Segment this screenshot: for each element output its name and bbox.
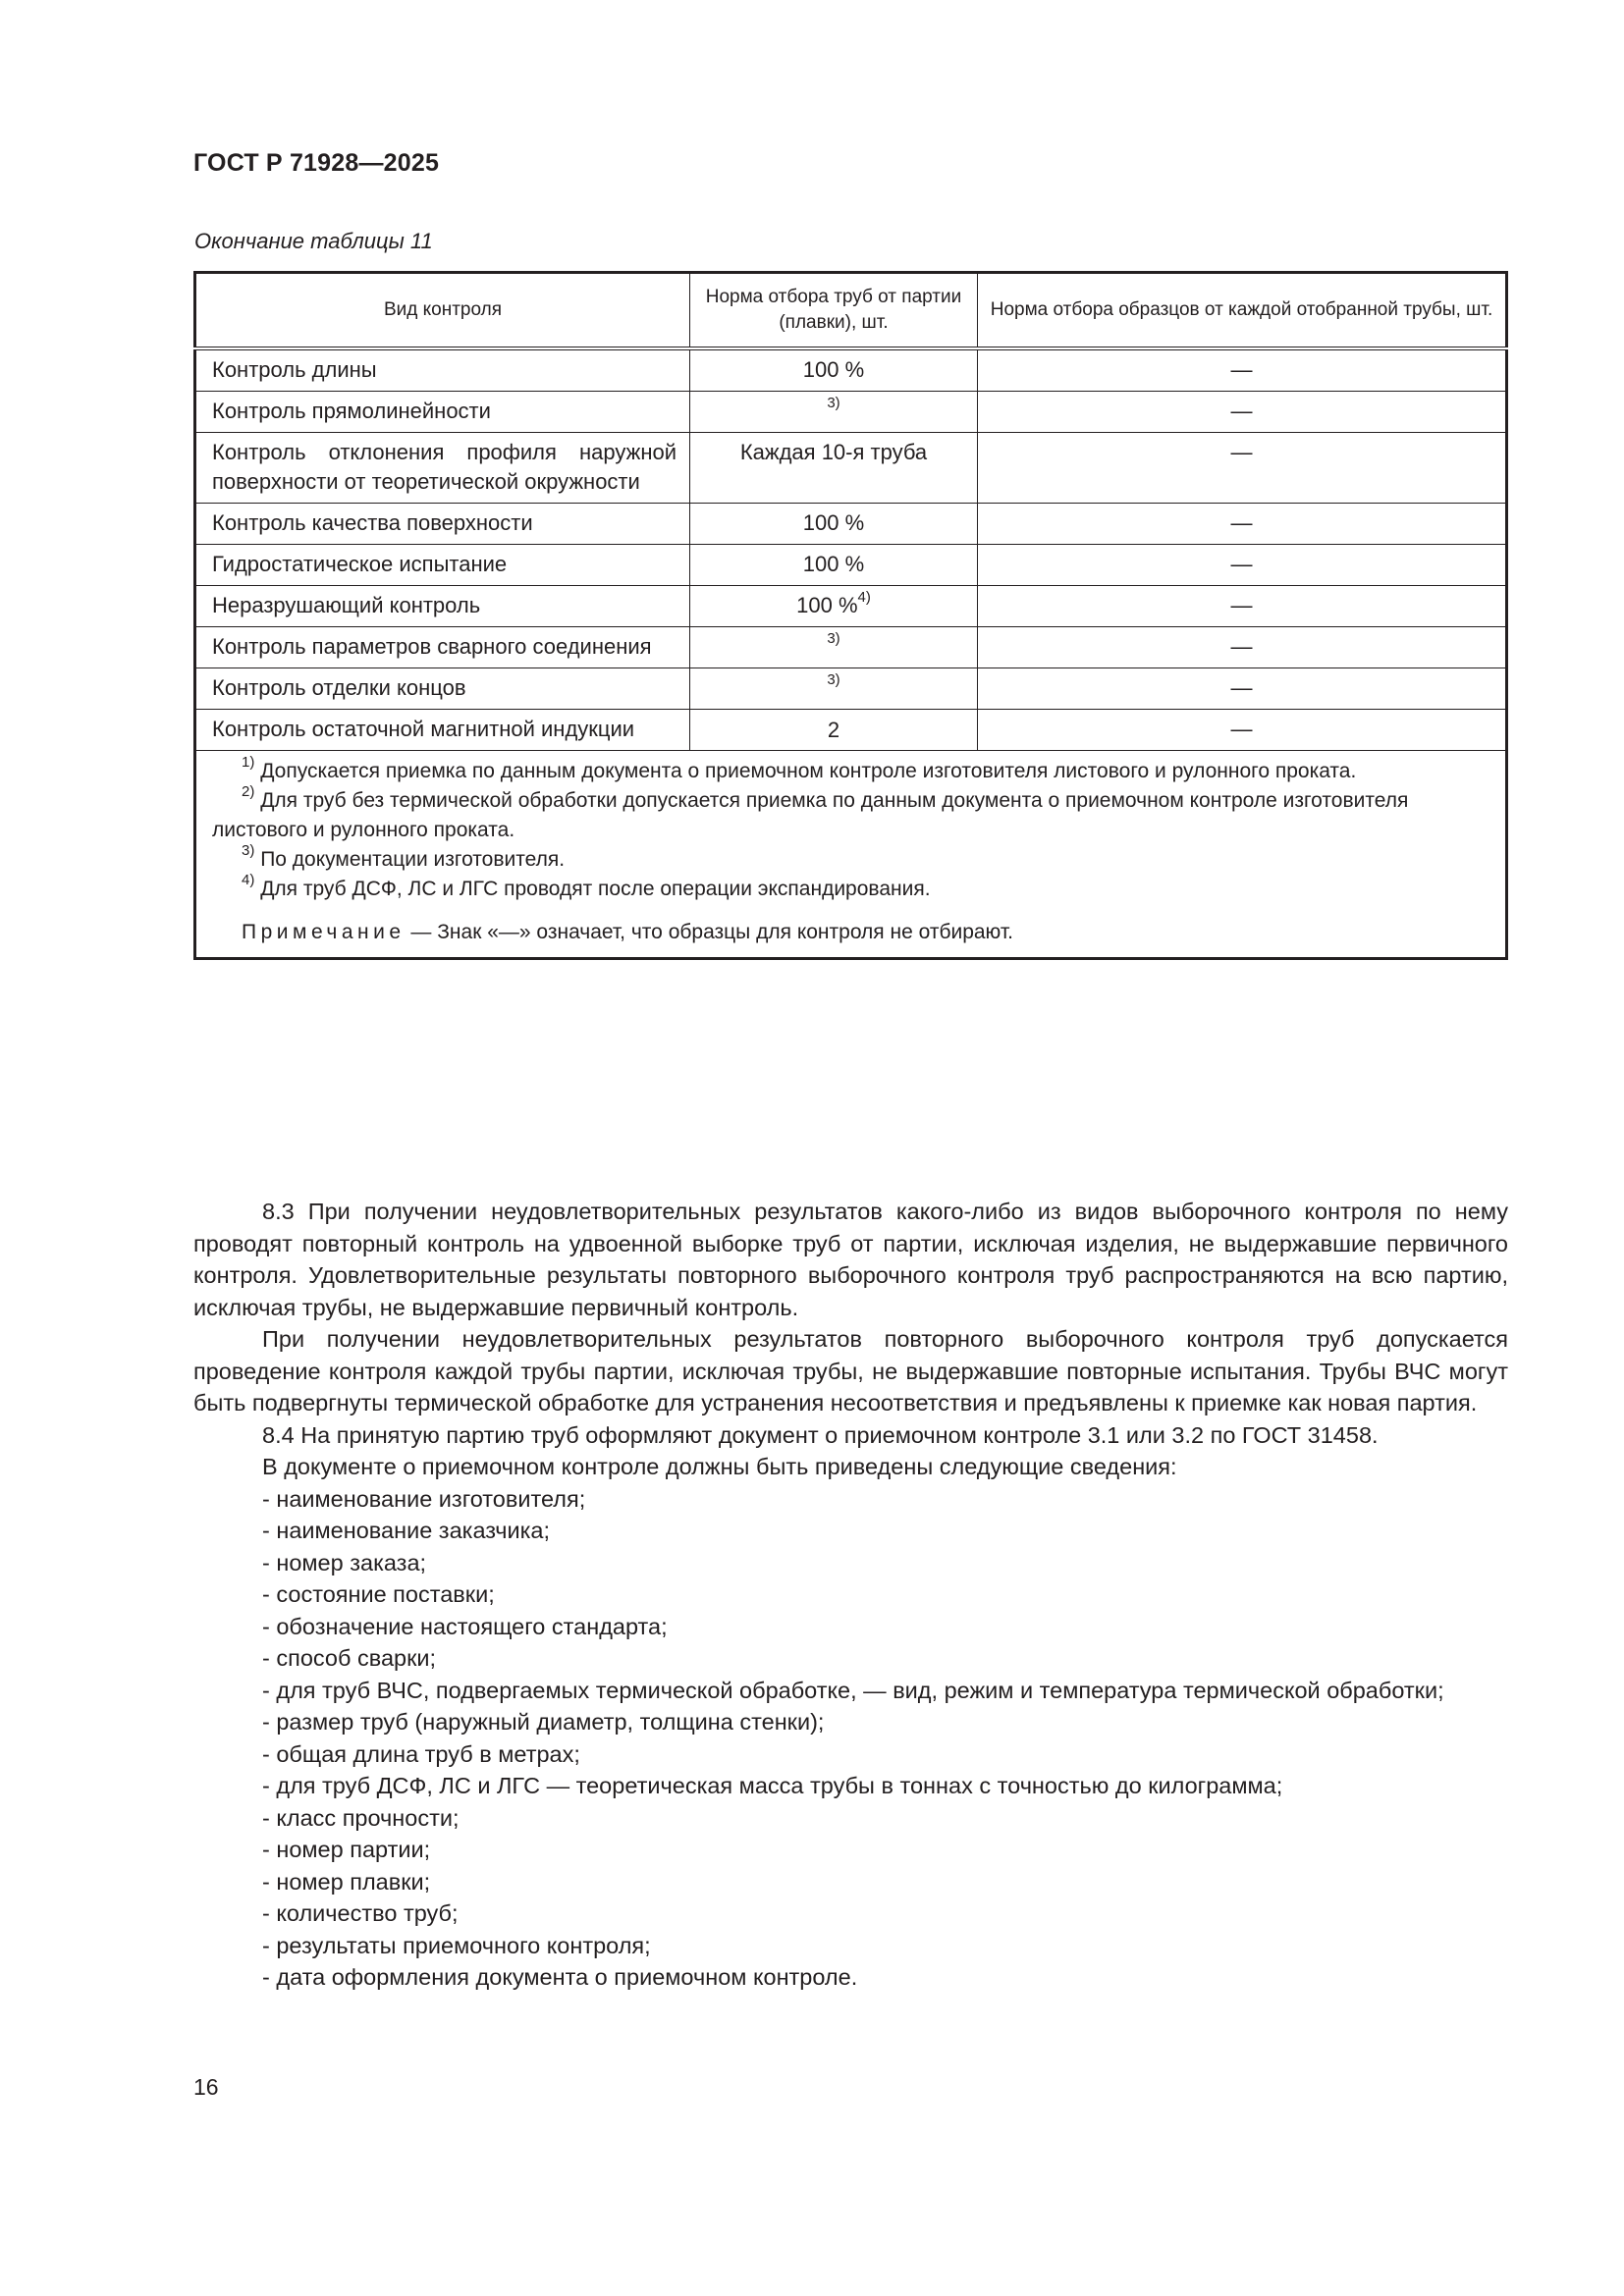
footnote-ref: 4) (857, 588, 871, 606)
page-number: 16 (193, 2074, 219, 2100)
list-item: - состояние поставки; (262, 1581, 495, 1607)
footnote (212, 754, 1491, 786)
specimen-norm-cell: — (978, 433, 1507, 504)
pipe-norm-cell (690, 504, 978, 545)
specimen-norm-cell: — (978, 348, 1507, 392)
table-row (195, 348, 1507, 392)
paragraph-repeat-control: При получении неудовлетворительных результатов повторного выборочного контроля труб допускается проведение контроля каждой трубы партии, исключая трубы, не выдержавшие повторные испытания. Трубы ВЧС могут быть подвергнуты термической обработке для устранения несоответствия и предъявлены к приемке как новая партия. (193, 1326, 1508, 1415)
pipe-norm-cell (690, 627, 978, 668)
table-row (195, 627, 1507, 668)
list-item: - номер заказа; (262, 1549, 427, 1575)
list-item: - количество труб; (262, 1900, 459, 1926)
list-item: - обозначение настоящего стандарта; (262, 1613, 668, 1639)
table-row (195, 392, 1507, 433)
footnote-ref: 3) (827, 670, 840, 688)
list-item: - класс прочности; (262, 1804, 460, 1831)
table-row (195, 433, 1507, 504)
control-type-cell: Контроль прямолинейности (195, 392, 690, 433)
list-item: - дата оформления документа о приемочном контроле. (262, 1964, 858, 1990)
specimen-norm-cell: — (978, 545, 1507, 586)
table-row (195, 668, 1507, 710)
control-type-cell: Контроль остаточной магнитной индукции (195, 710, 690, 751)
control-type-cell: Контроль отклонения профиля наружной поверхности от теоретической окружности (195, 433, 690, 504)
pipe-norm-cell (690, 392, 978, 433)
list-item: - для труб ВЧС, подвергаемых термической обработке, — вид, режим и температура термической обработки; (262, 1677, 1444, 1703)
table-caption: Окончание таблицы 11 (194, 229, 433, 253)
pipe-norm-value: 100 % (802, 552, 865, 576)
paragraph-8-4: 8.4 На принятую партию труб оформляют документ о приемочном контроле 3.1 или 3.2 по ГОСТ 31458. (262, 1421, 1379, 1448)
pipe-norm-value: 100 % (802, 510, 865, 535)
footnote (212, 842, 1491, 875)
table-header-row (195, 273, 1507, 349)
footnote-mark: 2) (242, 783, 255, 800)
list-item: - для труб ДСФ, ЛС и ЛГС — теоретическая масса трубы в тоннах с точностью до килограмма; (262, 1773, 1283, 1798)
pipe-norm-value: 100 % (802, 357, 865, 382)
pipe-norm-value: 100 % (796, 593, 858, 617)
footnote-text: Допускается приемка по данным документа о приемочном контроле изготовителя листового и рулонного проката. (260, 760, 1357, 782)
list-item: - результаты приемочного контроля; (262, 1932, 651, 1958)
table-row (195, 545, 1507, 586)
list-item: - номер плавки; (262, 1868, 431, 1895)
note-text: — Знак «—» означает, что образцы для контроля не отбирают. (405, 921, 1013, 943)
footnote-text: Для труб без термической обработки допускается приемка по данным документа о приемочном контроле изготовителя листового и рулонного проката. (212, 789, 1409, 841)
pipe-norm-cell (690, 586, 978, 627)
paragraph-document-info: В документе о приемочном контроле должны быть приведены следующие сведения: (262, 1454, 1177, 1479)
specimen-norm-cell: — (978, 586, 1507, 627)
footnote-mark: 1) (242, 754, 255, 771)
list-item: - наименование изготовителя; (262, 1485, 586, 1512)
control-type-cell: Контроль качества поверхности (195, 504, 690, 545)
list-item: - номер партии; (262, 1837, 431, 1862)
footnote-ref: 3) (827, 394, 840, 411)
control-type-cell: Неразрушающий контроль (195, 586, 690, 627)
list-item: - наименование заказчика; (262, 1518, 551, 1543)
control-type-cell: Контроль параметров сварного соединения (195, 627, 690, 668)
table-row (195, 504, 1507, 545)
table-11 (193, 271, 1508, 960)
column-header-control-type: Вид контроля (195, 273, 690, 349)
footnote-text: Для труб ДСФ, ЛС и ЛГС проводят после операции экспандирования. (260, 878, 931, 900)
table-row (195, 710, 1507, 751)
pipe-norm-cell (690, 348, 978, 392)
note-label: Примечание (242, 921, 406, 943)
table-footnotes (195, 751, 1507, 959)
column-header-pipe-sampling-norm: Норма отбора труб от партии (плавки), шт. (690, 273, 978, 349)
body-text (193, 1196, 1508, 1994)
paragraph-8-3: 8.3 При получении неудовлетворительных результатов какого-либо из видов выборочного контроля по нему проводят повторный контроль на удвоенной выборке труб от партии, исключая изделия, не выдержавшие первичного контроля. Удовлетворительные результаты повторного выборочного контроля труб распространяются на всю партию, исключая трубы, не выдержавшие первичный контроль. (193, 1199, 1508, 1320)
list-item: - общая длина труб в метрах; (262, 1740, 580, 1767)
footnote-text: По документации изготовителя. (260, 848, 566, 871)
specimen-norm-cell: — (978, 710, 1507, 751)
list-item: - размер труб (наружный диаметр, толщина стенки); (262, 1709, 825, 1735)
specimen-norm-cell: — (978, 504, 1507, 545)
specimen-norm-cell: — (978, 392, 1507, 433)
list-item: - способ сварки; (262, 1645, 437, 1671)
footnote-mark: 3) (242, 842, 255, 859)
specimen-norm-cell: — (978, 668, 1507, 710)
pipe-norm-cell (690, 433, 978, 504)
specimen-norm-cell: — (978, 627, 1507, 668)
pipe-norm-value: 2 (827, 717, 840, 742)
standard-title: ГОСТ Р 71928—2025 (193, 149, 440, 177)
column-header-specimen-sampling-norm: Норма отбора образцов от каждой отобранной трубы, шт. (978, 273, 1507, 349)
table-note (212, 918, 1491, 947)
control-type-cell: Гидростатическое испытание (195, 545, 690, 586)
footnote-mark: 4) (242, 872, 255, 888)
pipe-norm-cell (690, 668, 978, 710)
pipe-norm-value: Каждая 10-я труба (739, 440, 928, 464)
footnote-ref: 3) (827, 629, 840, 647)
pipe-norm-cell (690, 710, 978, 751)
control-type-cell: Контроль длины (195, 348, 690, 392)
footnote (212, 783, 1491, 845)
table-footnotes-row (195, 751, 1507, 959)
table-row (195, 586, 1507, 627)
footnote (212, 872, 1491, 904)
control-type-cell: Контроль отделки концов (195, 668, 690, 710)
pipe-norm-cell (690, 545, 978, 586)
